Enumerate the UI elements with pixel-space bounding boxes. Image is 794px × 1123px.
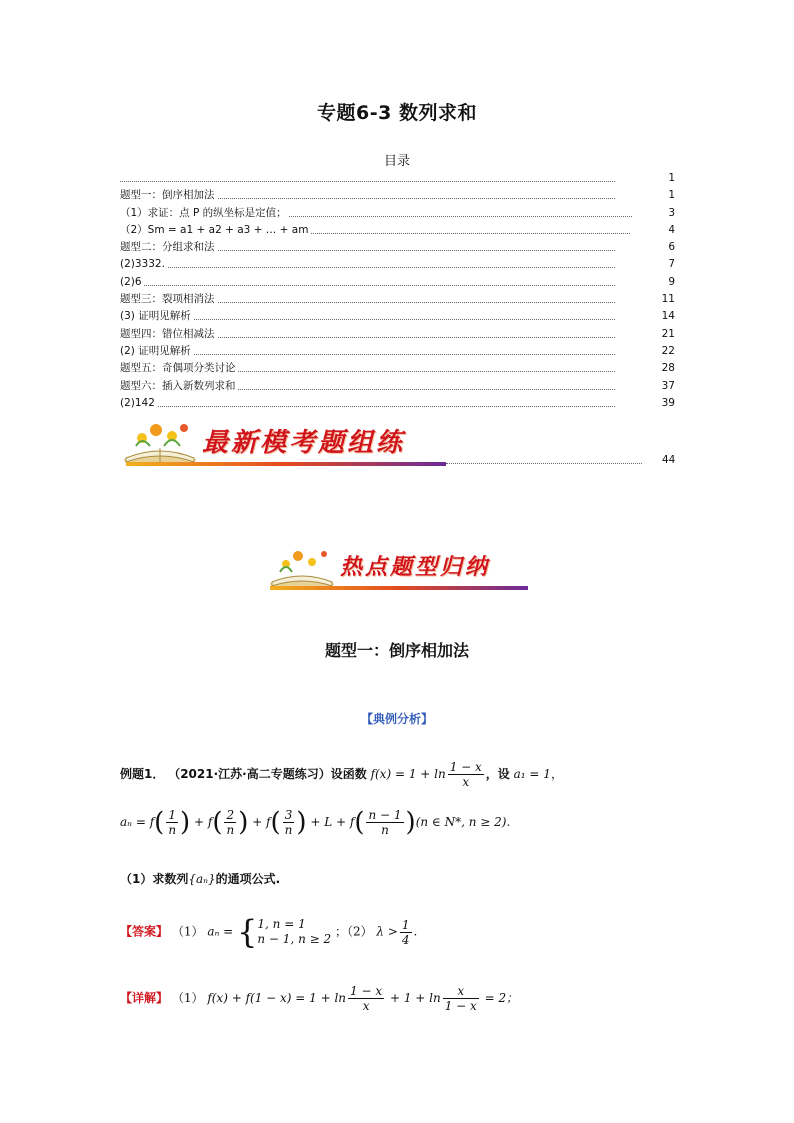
book-flower-icon (268, 544, 340, 592)
toc-entry-label: （2）Sm = a1 + a2 + a3 + … + am (120, 222, 310, 239)
toc-entry-page: 14 (661, 310, 675, 323)
banner-page-number: 44 (662, 454, 676, 466)
example-source: （2021·江苏·高二专题练习） (168, 767, 331, 781)
toc-entry-label: （1）求证：点 P 的纵坐标是定值； (120, 205, 289, 222)
detail-line: 【详解】 （1） f(x) + f(1 − x) = 1 + ln $\frac{1 - x}{x}$ + 1 + ln $\frac{x}{1 - x}$ = 2； (120, 984, 519, 1013)
example-line-2: aₙ = f( $\frac{1}{n}$ ) + f( $\frac{2}{n}$ ) + f( $\frac{3}{n}$ ) + L + f( $\frac{n - 1}{n}$ )(n ∈ N*, n ≥ 2). (120, 807, 511, 838)
toc-entry[interactable] (120, 222, 675, 239)
toc-entry[interactable] (120, 395, 675, 412)
example-analysis-heading: 【典例分析】 (360, 712, 433, 726)
table-of-contents (120, 170, 675, 412)
toc-entry-page: 22 (661, 344, 675, 357)
toc-entry-label: (2) 证明见解析 (120, 343, 193, 360)
toc-entry-page: 1 (668, 189, 675, 202)
toc-entry-page: 3 (668, 206, 675, 219)
banner-latest-mock (122, 416, 676, 468)
toc-entry-page: 11 (661, 293, 675, 306)
toc-entry-label: 题型六：插入新数列求和 (120, 378, 238, 395)
toc-entry[interactable] (120, 343, 675, 360)
toc-entry-label: (2)6 (120, 274, 144, 291)
toc-entry-page: 4 (668, 223, 675, 236)
toc-entry[interactable] (120, 170, 675, 187)
toc-entry-label: (3) 证明见解析 (120, 308, 193, 325)
toc-entry-page: 39 (661, 396, 675, 409)
detail-tag: 【详解】 (120, 991, 169, 1005)
toc-entry[interactable] (120, 326, 675, 343)
example-label: 例题1． (120, 767, 165, 781)
toc-entry-label: 题型一：倒序相加法 (120, 187, 217, 204)
toc-entry-page: 37 (661, 379, 675, 392)
toc-heading: 目录 (383, 154, 410, 169)
toc-entry-label: 题型三：裂项相消法 (120, 291, 217, 308)
toc-entry-label: 题型五：奇偶项分类讨论 (120, 360, 238, 377)
toc-entry-page: 28 (661, 362, 675, 375)
toc-entry-page: 7 (668, 258, 675, 271)
toc-entry-page: 6 (668, 241, 675, 254)
toc-entry-page: 21 (661, 327, 675, 340)
toc-entry-label: (2)3332. (120, 256, 167, 273)
fraction: $\frac{1 - x}{x}$ (449, 760, 482, 789)
toc-entry[interactable] (120, 378, 675, 395)
banner-text: 热点题型归纳 (340, 554, 491, 580)
toc-entry-label: (2)142 (120, 395, 157, 412)
toc-entry-page: 9 (668, 275, 675, 288)
toc-entry[interactable] (120, 360, 675, 377)
answer-line: 【答案】 （1） aₙ = { 1, n = 1 n − 1, n ≥ 2 ；（2） λ > $\frac{1}{4}$ . (120, 913, 418, 951)
banner-hot-topics (268, 544, 530, 592)
section-title: 题型一：倒序相加法 (324, 641, 469, 660)
toc-entry-page: 1 (668, 172, 675, 184)
answer-tag: 【答案】 (120, 924, 169, 939)
banner-underline (126, 462, 446, 466)
book-flower-icon (122, 416, 202, 468)
toc-entry[interactable] (120, 308, 675, 325)
banner-text: 最新模考题组练 (202, 428, 406, 458)
piecewise-cases: 1, n = 1 n − 1, n ≥ 2 (257, 917, 332, 946)
toc-entry[interactable] (120, 239, 675, 256)
toc-entry-label: 题型四：错位相减法 (120, 326, 217, 343)
toc-entry-label: 题型二：分组求和法 (120, 239, 217, 256)
toc-entry[interactable] (120, 274, 675, 291)
toc-entry[interactable] (120, 205, 675, 222)
example-line-1: 例题1． （2021·江苏·高二专题练习）设函数 f(x) = 1 + ln $\frac{1 - x}{x}$ ，设 a₁ = 1， (120, 760, 563, 789)
toc-entry[interactable] (120, 291, 675, 308)
toc-entry[interactable] (120, 256, 675, 273)
toc-entry[interactable] (120, 187, 675, 204)
document-title: 专题6-3 数列求和 (317, 102, 477, 124)
banner-underline (270, 586, 528, 590)
question-1: （1）求数列{aₙ}的通项公式. (120, 872, 281, 886)
